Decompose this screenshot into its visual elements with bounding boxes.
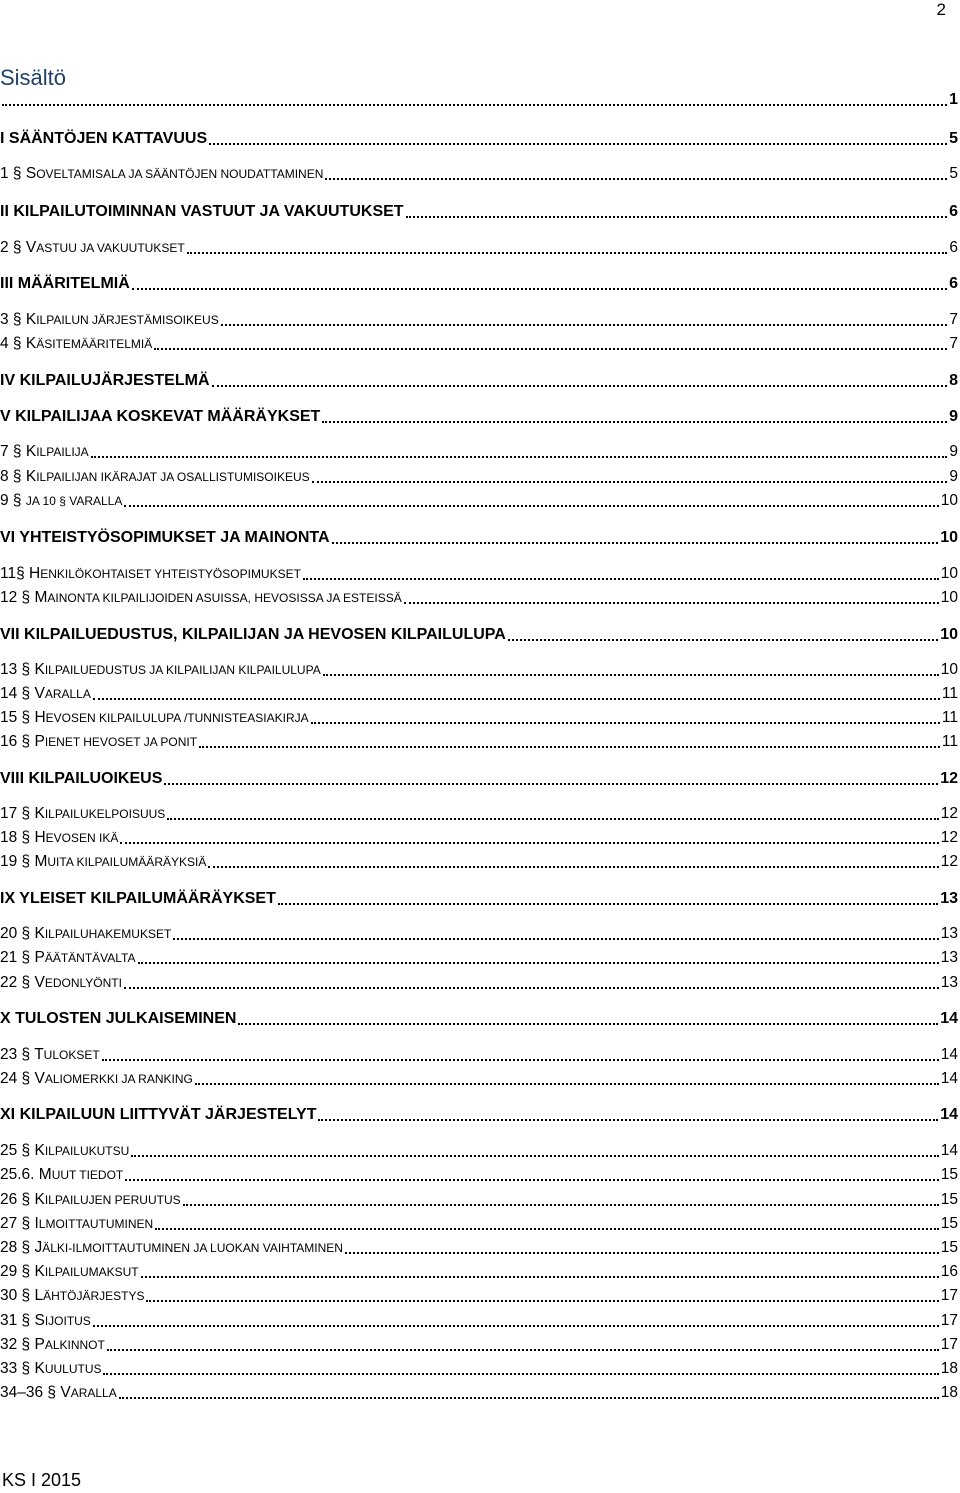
toc-entry[interactable] xyxy=(0,308,958,330)
toc-entry[interactable] xyxy=(0,1309,958,1331)
toc-entry[interactable] xyxy=(0,658,958,680)
toc-entry-title xyxy=(0,442,89,462)
toc-entry[interactable] xyxy=(0,440,958,462)
toc-entry[interactable] xyxy=(0,1357,958,1379)
toc-entry-rest: ILPAILUKUTSU xyxy=(44,1144,130,1158)
toc-entry[interactable] xyxy=(0,526,958,548)
toc-dot-leader xyxy=(141,1276,939,1278)
toc-dot-leader xyxy=(119,1397,939,1399)
toc-entry-page: 15 xyxy=(940,1239,958,1256)
toc-entry-rest: AINONTA KILPAILIJOIDEN ASUISSA, HEVOSISSA JA ESTEISSÄ xyxy=(47,591,402,605)
toc-dot-leader xyxy=(238,1023,938,1025)
toc-entry-rest: ÄHTÖJÄRJESTYS xyxy=(43,1289,145,1303)
toc-entry-page: 8 xyxy=(949,372,958,389)
toc-entry-prefix: 17 § K xyxy=(0,805,45,822)
toc-dot-leader xyxy=(132,288,947,290)
toc-dot-leader xyxy=(146,1300,938,1302)
toc-entry-title xyxy=(0,1335,105,1355)
toc-entry-page: 13 xyxy=(940,974,958,991)
toc-entry-prefix: 2 § V xyxy=(0,239,37,256)
toc-entry[interactable] xyxy=(0,236,958,258)
toc-entry-title xyxy=(0,1165,123,1185)
toc-entry-title xyxy=(0,467,310,487)
toc-entry-prefix: 18 § H xyxy=(0,829,46,846)
toc-entry-prefix: 14 § V xyxy=(0,685,45,702)
toc-entry-prefix: 23 § T xyxy=(0,1046,44,1063)
toc-entry-prefix: 33 § K xyxy=(0,1360,45,1377)
toc-entry-prefix: 25.6. M xyxy=(0,1166,52,1183)
toc-entry-title xyxy=(0,1383,117,1403)
toc-entry-page: 12 xyxy=(940,770,958,787)
toc-entry-title xyxy=(0,973,122,993)
toc-dot-leader xyxy=(138,962,939,964)
toc-entry-prefix: 34–36 § V xyxy=(0,1384,71,1401)
toc-entry-rest: ÄÄTÄNTÄVALTA xyxy=(44,951,136,965)
toc-entry[interactable] xyxy=(0,730,958,752)
toc-dot-leader xyxy=(102,1059,939,1061)
toc-dot-leader xyxy=(164,783,938,785)
toc-entry-page: 11 xyxy=(941,685,958,702)
toc-entry[interactable] xyxy=(0,767,958,789)
toc-entry-page: 12 xyxy=(940,805,958,822)
toc-heading: Sisältö xyxy=(0,65,67,90)
toc-entry-page: 18 xyxy=(940,1384,958,1401)
toc-entry-prefix: 31 § S xyxy=(0,1312,45,1329)
toc-dot-leader xyxy=(323,674,939,676)
toc-dot-leader xyxy=(167,818,938,820)
toc-entry-page: 13 xyxy=(940,949,958,966)
toc-entry-title xyxy=(0,588,402,608)
toc-entry-rest: OVELTAMISALA JA SÄÄNTÖJEN NOUDATTAMINEN xyxy=(36,167,324,181)
toc-entry-rest: ARALLA xyxy=(44,687,91,701)
page-number: 2 xyxy=(936,0,946,19)
toc-entry[interactable] xyxy=(0,802,958,824)
toc-entry-title xyxy=(0,1286,144,1306)
toc-dot-leader xyxy=(278,903,938,905)
toc-dot-leader xyxy=(173,938,938,940)
toc-entry-page: 14 xyxy=(940,1106,958,1123)
toc-entry-page: 17 xyxy=(940,1336,958,1353)
toc-entry[interactable] xyxy=(0,88,958,110)
toc-entry-title xyxy=(0,660,321,680)
toc-entry-page: 14 xyxy=(940,1046,958,1063)
toc-entry-prefix: 29 § K xyxy=(0,1263,45,1280)
toc-entry-title xyxy=(0,1359,101,1379)
toc-entry-rest: IENET HEVOSET JA PONIT xyxy=(44,735,198,749)
toc-entry-rest: ILPAILUN JÄRJESTÄMISOIKEUS xyxy=(36,313,219,327)
toc-entry[interactable] xyxy=(0,465,958,487)
toc-entry[interactable] xyxy=(0,706,958,728)
toc-entry-title xyxy=(0,564,301,584)
toc-entry-rest: ILPAILUMAKSUT xyxy=(44,1265,139,1279)
toc-entry[interactable] xyxy=(0,1381,958,1403)
toc-entry-title xyxy=(0,238,185,258)
toc-entry-prefix: 22 § V xyxy=(0,974,45,991)
toc-entry-prefix: 7 § K xyxy=(0,443,37,460)
toc-entry[interactable] xyxy=(0,1043,958,1065)
toc-dot-leader xyxy=(183,1204,939,1206)
toc-entry-page: 18 xyxy=(940,1360,958,1377)
toc-entry-title xyxy=(0,1238,343,1258)
toc-entry-page: 15 xyxy=(940,1215,958,1232)
toc-entry-rest: ILPAILUJEN PERUUTUS xyxy=(44,1193,181,1207)
toc-entry-page: 5 xyxy=(949,130,958,147)
toc-dot-leader xyxy=(332,542,939,544)
toc-dot-leader xyxy=(2,104,947,106)
toc-entry-page: 11 xyxy=(941,733,958,750)
toc-entry-page: 16 xyxy=(940,1263,958,1280)
toc-entry-rest: EVOSEN IKÄ xyxy=(45,831,119,845)
toc-entry-page: 1 xyxy=(949,91,958,108)
toc-entry-title: IV KILPAILUJÄRJESTELMÄ xyxy=(0,372,210,389)
toc-dot-leader xyxy=(155,1228,939,1230)
toc-entry-rest: UULUTUS xyxy=(44,1362,102,1376)
toc-entry[interactable] xyxy=(0,946,958,968)
toc-entry[interactable] xyxy=(0,1139,958,1161)
toc-entry-page: 14 xyxy=(940,1142,958,1159)
toc-entry[interactable] xyxy=(0,1212,958,1234)
toc-entry-prefix: 32 § P xyxy=(0,1336,45,1353)
toc-dot-leader xyxy=(312,481,948,483)
toc-entry-title xyxy=(0,334,152,354)
toc-entry-page: 10 xyxy=(940,589,958,606)
toc-entry[interactable] xyxy=(0,682,958,704)
toc-entry[interactable] xyxy=(0,623,958,645)
toc-entry-prefix: 28 § J xyxy=(0,1239,43,1256)
toc-entry-title: X TULOSTEN JULKAISEMINEN xyxy=(0,1010,237,1027)
toc-entry-prefix: 30 § L xyxy=(0,1287,44,1304)
toc-entry-rest: ALKINNOT xyxy=(44,1338,105,1352)
toc-entry-prefix: 19 § M xyxy=(0,853,48,870)
toc-entry-title: VII KILPAILUEDUSTUS, KILPAILIJAN JA HEVOSEN KILPAILULUPA xyxy=(0,626,506,643)
toc-entry-rest: ILPAILUKELPOISUUS xyxy=(44,807,166,821)
toc-entry-page: 17 xyxy=(940,1312,958,1329)
toc-dot-leader xyxy=(103,1373,938,1375)
toc-entry[interactable] xyxy=(0,1007,958,1029)
toc-entry-prefix: 26 § K xyxy=(0,1191,45,1208)
toc-entry-prefix: 15 § H xyxy=(0,709,46,726)
footer-text: KS I 2015 xyxy=(2,1470,82,1490)
toc-entry[interactable] xyxy=(0,369,958,391)
toc-entry-prefix: 16 § P xyxy=(0,733,45,750)
toc-entry-title: I SÄÄNTÖJEN KATTAVUUS xyxy=(0,130,208,147)
toc-entry[interactable] xyxy=(0,1284,958,1306)
toc-entry-title xyxy=(0,1141,129,1161)
toc-entry-rest: ILPAILUEDUSTUS JA KILPAILIJAN KILPAILULUPA xyxy=(44,663,321,677)
toc-entry-page: 15 xyxy=(940,1191,958,1208)
toc-entry-rest: ULOKSET xyxy=(43,1048,100,1062)
toc-dot-leader xyxy=(345,1252,939,1254)
toc-entry[interactable] xyxy=(0,489,958,511)
toc-entry-title xyxy=(0,1214,153,1234)
toc-entry-prefix: 3 § K xyxy=(0,311,37,328)
toc-entry-title xyxy=(0,1045,100,1065)
toc-entry-rest: ÄLKI-ILMOITTAUTUMINEN JA LUOKAN VAIHTAMINEN xyxy=(42,1241,343,1255)
toc-entry[interactable] xyxy=(0,272,958,294)
toc-dot-leader xyxy=(131,1155,938,1157)
toc-entry-page: 11 xyxy=(941,709,958,726)
toc-entry-page: 6 xyxy=(949,275,958,292)
toc-dot-leader xyxy=(508,639,938,641)
toc-entry-page: 13 xyxy=(940,925,958,942)
toc-entry-page: 7 xyxy=(949,311,958,328)
toc-entry-rest: ENKILÖKOHTAISET YHTEISTYÖSOPIMUKSET xyxy=(40,567,301,581)
toc-entry-page: 15 xyxy=(940,1166,958,1183)
toc-entry-page: 10 xyxy=(940,626,958,643)
toc-entry[interactable] xyxy=(0,200,958,222)
toc-entry[interactable] xyxy=(0,1260,958,1282)
toc-entry[interactable] xyxy=(0,1103,958,1125)
toc-entry[interactable] xyxy=(0,887,958,909)
toc-entry-title xyxy=(0,491,122,511)
toc-dot-leader xyxy=(311,722,940,724)
toc-dot-leader xyxy=(406,216,948,218)
toc-entry-rest: ILPAILIJAN IKÄRAJAT JA OSALLISTUMISOIKEUS xyxy=(36,470,310,484)
toc-entry-title xyxy=(0,948,136,968)
toc-entry-title xyxy=(0,732,197,752)
toc-entry-page: 13 xyxy=(940,890,958,907)
toc-entry-rest: LMOITTAUTUMINEN xyxy=(38,1217,154,1231)
toc-entry-rest: JA 10 § VARALLA xyxy=(25,494,123,508)
toc-entry-prefix: 21 § P xyxy=(0,949,45,966)
toc-entry-page: 7 xyxy=(949,335,958,352)
toc-entry[interactable] xyxy=(0,562,958,584)
toc-entry-rest: EVOSEN KILPAILULUPA /TUNNISTEASIAKIRJA xyxy=(45,711,309,725)
toc-entry-title: XI KILPAILUUN LIITTYVÄT JÄRJESTELYT xyxy=(0,1106,317,1123)
toc-entry-prefix: 20 § K xyxy=(0,925,45,942)
toc-entry-page: 6 xyxy=(949,203,958,220)
toc-entry[interactable] xyxy=(0,1067,958,1089)
toc-entry-title: II KILPAILUTOIMINNAN VASTUUT JA VAKUUTUKSET xyxy=(0,203,404,220)
toc-entry-title xyxy=(0,1069,193,1089)
toc-entry[interactable] xyxy=(0,922,958,944)
toc-dot-leader xyxy=(93,1325,939,1327)
toc-entry-page: 5 xyxy=(949,165,958,182)
toc-dot-leader xyxy=(325,178,947,180)
toc-entry-page: 10 xyxy=(940,529,958,546)
toc-entry-prefix: 4 § K xyxy=(0,335,37,352)
toc-entry-page: 10 xyxy=(940,492,958,509)
toc-entry-rest: ÄSITEMÄÄRITELMIÄ xyxy=(36,337,153,351)
toc-dot-leader xyxy=(124,987,939,989)
toc-entry-page: 12 xyxy=(940,853,958,870)
toc-entry-rest: ALIOMERKKI JA RANKING xyxy=(44,1072,193,1086)
toc-entry[interactable] xyxy=(0,405,958,427)
toc-dot-leader xyxy=(124,505,938,507)
toc-entry-page: 9 xyxy=(949,468,958,485)
toc-entry[interactable] xyxy=(0,1188,958,1210)
toc-entry-rest: ILPAILUHAKEMUKSET xyxy=(44,927,172,941)
toc-entry-page: 14 xyxy=(940,1070,958,1087)
toc-dot-leader xyxy=(322,421,947,423)
toc-entry-title: IX YLEISET KILPAILUMÄÄRÄYKSET xyxy=(0,890,276,907)
toc-dot-leader xyxy=(208,866,938,868)
toc-entry-title xyxy=(0,1262,139,1282)
toc-entry[interactable] xyxy=(0,162,958,184)
toc-dot-leader xyxy=(209,143,947,145)
toc-entry-page: 10 xyxy=(940,661,958,678)
toc-entry-rest: UUT TIEDOT xyxy=(51,1168,124,1182)
toc-dot-leader xyxy=(93,698,940,700)
toc-entry[interactable] xyxy=(0,1163,958,1185)
toc-dot-leader xyxy=(107,1349,939,1351)
toc-entry-title: III MÄÄRITELMIÄ xyxy=(0,275,130,292)
toc-dot-leader xyxy=(303,578,939,580)
toc-entry-title xyxy=(0,1311,91,1331)
toc-entry-page: 14 xyxy=(940,1010,958,1027)
toc-entry-prefix: 1 § S xyxy=(0,165,37,182)
toc-entry-page: 17 xyxy=(940,1287,958,1304)
toc-entry-title: V KILPAILIJAA KOSKEVAT MÄÄRÄYKSET xyxy=(0,408,321,425)
toc-entry-title: VI YHTEISTYÖSOPIMUKSET JA MAINONTA xyxy=(0,529,330,546)
toc-entry-prefix: 12 § M xyxy=(0,589,48,606)
toc-entry-rest: ASTUU JA VAKUUTUKSET xyxy=(36,241,185,255)
toc-entry-title xyxy=(0,684,91,704)
toc-entry-prefix: 11§ H xyxy=(0,565,41,582)
toc-dot-leader xyxy=(404,602,939,604)
toc-entry-rest: EDONLYÖNTI xyxy=(44,976,122,990)
toc-entry-prefix: 8 § K xyxy=(0,468,37,485)
toc-dot-leader xyxy=(212,385,948,387)
toc-entry-title xyxy=(0,924,171,944)
toc-entry-prefix: 9 § xyxy=(0,492,26,509)
toc-dot-leader xyxy=(221,324,948,326)
toc-entry[interactable] xyxy=(0,826,958,848)
toc-entry-page: 10 xyxy=(940,565,958,582)
toc-dot-leader xyxy=(199,746,940,748)
toc-entry[interactable] xyxy=(0,1333,958,1355)
toc-entry-prefix: 13 § K xyxy=(0,661,45,678)
toc-dot-leader xyxy=(120,842,938,844)
toc-entry-title xyxy=(0,164,323,184)
toc-dot-leader xyxy=(187,252,948,254)
toc-entry-title xyxy=(0,708,309,728)
toc-entry[interactable] xyxy=(0,1236,958,1258)
toc-entry[interactable] xyxy=(0,332,958,354)
toc-dot-leader xyxy=(91,456,948,458)
toc-entry-title xyxy=(0,804,165,824)
toc-entry-rest: IJOITUS xyxy=(44,1314,91,1328)
toc-entry-title xyxy=(0,310,219,330)
toc-entry-page: 6 xyxy=(949,239,958,256)
toc-entry-page: 9 xyxy=(949,443,958,460)
toc-entry-page: 12 xyxy=(940,829,958,846)
toc-dot-leader xyxy=(195,1083,939,1085)
toc-entry-rest: UITA KILPAILUMÄÄRÄYKSIÄ xyxy=(47,855,207,869)
toc-entry-rest: ARALLA xyxy=(70,1386,117,1400)
toc-entry-title xyxy=(0,852,206,872)
toc-entry[interactable] xyxy=(0,850,958,872)
toc-entry-prefix: 24 § V xyxy=(0,1070,45,1087)
toc-entry-prefix: 25 § K xyxy=(0,1142,45,1159)
toc-entry[interactable] xyxy=(0,127,958,149)
toc-entry-rest: ILPAILIJA xyxy=(36,445,89,459)
toc-entry-title xyxy=(0,828,118,848)
toc-entry-page: 9 xyxy=(949,408,958,425)
toc-entry-prefix: 27 § I xyxy=(0,1215,39,1232)
toc-dot-leader xyxy=(125,1179,938,1181)
toc-dot-leader xyxy=(318,1119,938,1121)
toc-entry-title xyxy=(0,1190,181,1210)
toc-entry[interactable] xyxy=(0,586,958,608)
toc-dot-leader xyxy=(154,348,947,350)
toc-entry[interactable] xyxy=(0,971,958,993)
toc-entry-title: VIII KILPAILUOIKEUS xyxy=(0,770,163,787)
